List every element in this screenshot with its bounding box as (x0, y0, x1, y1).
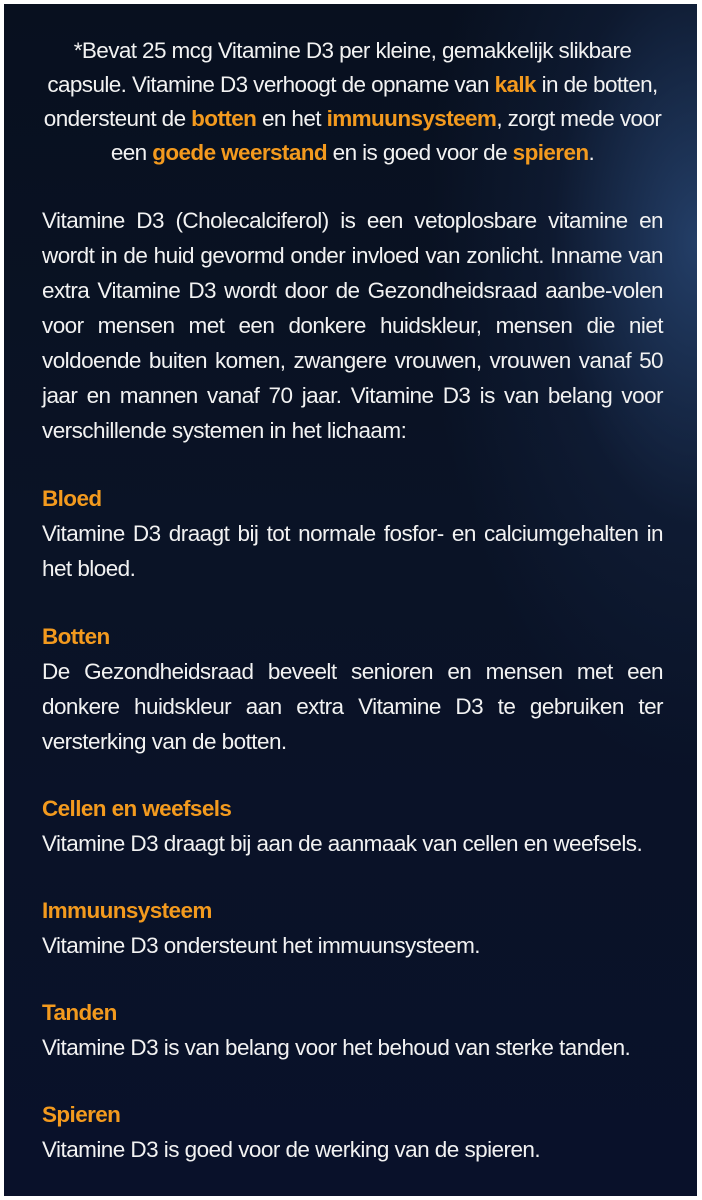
intro-text-part: in de botten, ondersteunt de (43, 72, 658, 131)
intro-text (42, 34, 663, 170)
highlight-kalk: kalk (494, 72, 536, 97)
intro-text-part: . (588, 140, 595, 165)
description-paragraph: Vitamine D3 (Cholecalciferol) is een vetoplosbare vitamine en wordt in de huid gevormd onder invloed van zonlicht. Inname van extra Vitamine D3 wordt door de Gezondheidsraad aanbe-volen voor mensen met een donkere huidskleur, mensen die niet voldoende buiten komen, zwangere vrouwen, vrouwen vanaf 50 jaar en mannen vanaf 70 jaar. Vitamine D3 is van belang voor verschillende systemen in het lichaam: (42, 208, 663, 443)
section-title: Botten (42, 624, 110, 649)
section-body: Vitamine D3 draagt bij aan de aanmaak van cellen en weefsels. (42, 831, 643, 856)
product-info-panel (4, 4, 697, 1196)
section-body: Vitamine D3 draagt bij tot normale fosfor- en calciumgehalten in het bloed. (42, 521, 663, 581)
section-body: Vitamine D3 is van belang voor het behoud van sterke tanden. (42, 1035, 631, 1060)
section-title: Tanden (42, 1000, 117, 1025)
section-botten (42, 620, 663, 759)
section-body: Vitamine D3 ondersteunt het immuunsysteem. (42, 933, 480, 958)
section-title: Immuunsysteem (42, 898, 212, 923)
section-bloed (42, 482, 663, 586)
intro-text-part: en is goed voor de (327, 140, 513, 165)
intro-text-part: *Bevat 25 mcg Vitamine D3 per kleine, gemakkelijk slikbare capsule. Vitamine D3 verhoogt de opname van (47, 38, 632, 97)
intro-text-part: en het (256, 106, 327, 131)
section-immuunsysteem (42, 894, 663, 963)
section-body: Vitamine D3 is goed voor de werking van de spieren. (42, 1137, 541, 1162)
highlight-spieren: spieren (512, 140, 589, 165)
section-title: Cellen en weefsels (42, 796, 232, 821)
section-title: Bloed (42, 486, 102, 511)
section-body: De Gezondheidsraad beveelt senioren en mensen met een donkere huidskleur aan extra Vitamine D3 te gebruiken ter versterking van de botten. (42, 659, 663, 754)
highlight-goede-weerstand: goede weerstand (152, 140, 328, 165)
section-spieren (42, 1098, 663, 1167)
highlight-botten: botten (191, 106, 257, 131)
section-tanden (42, 996, 663, 1065)
section-title: Spieren (42, 1102, 121, 1127)
highlight-immuunsysteem: immuunsysteem (326, 106, 497, 131)
intro-text-part: , zorgt mede voor een (110, 106, 662, 165)
section-cellen-en-weefsels (42, 792, 663, 861)
